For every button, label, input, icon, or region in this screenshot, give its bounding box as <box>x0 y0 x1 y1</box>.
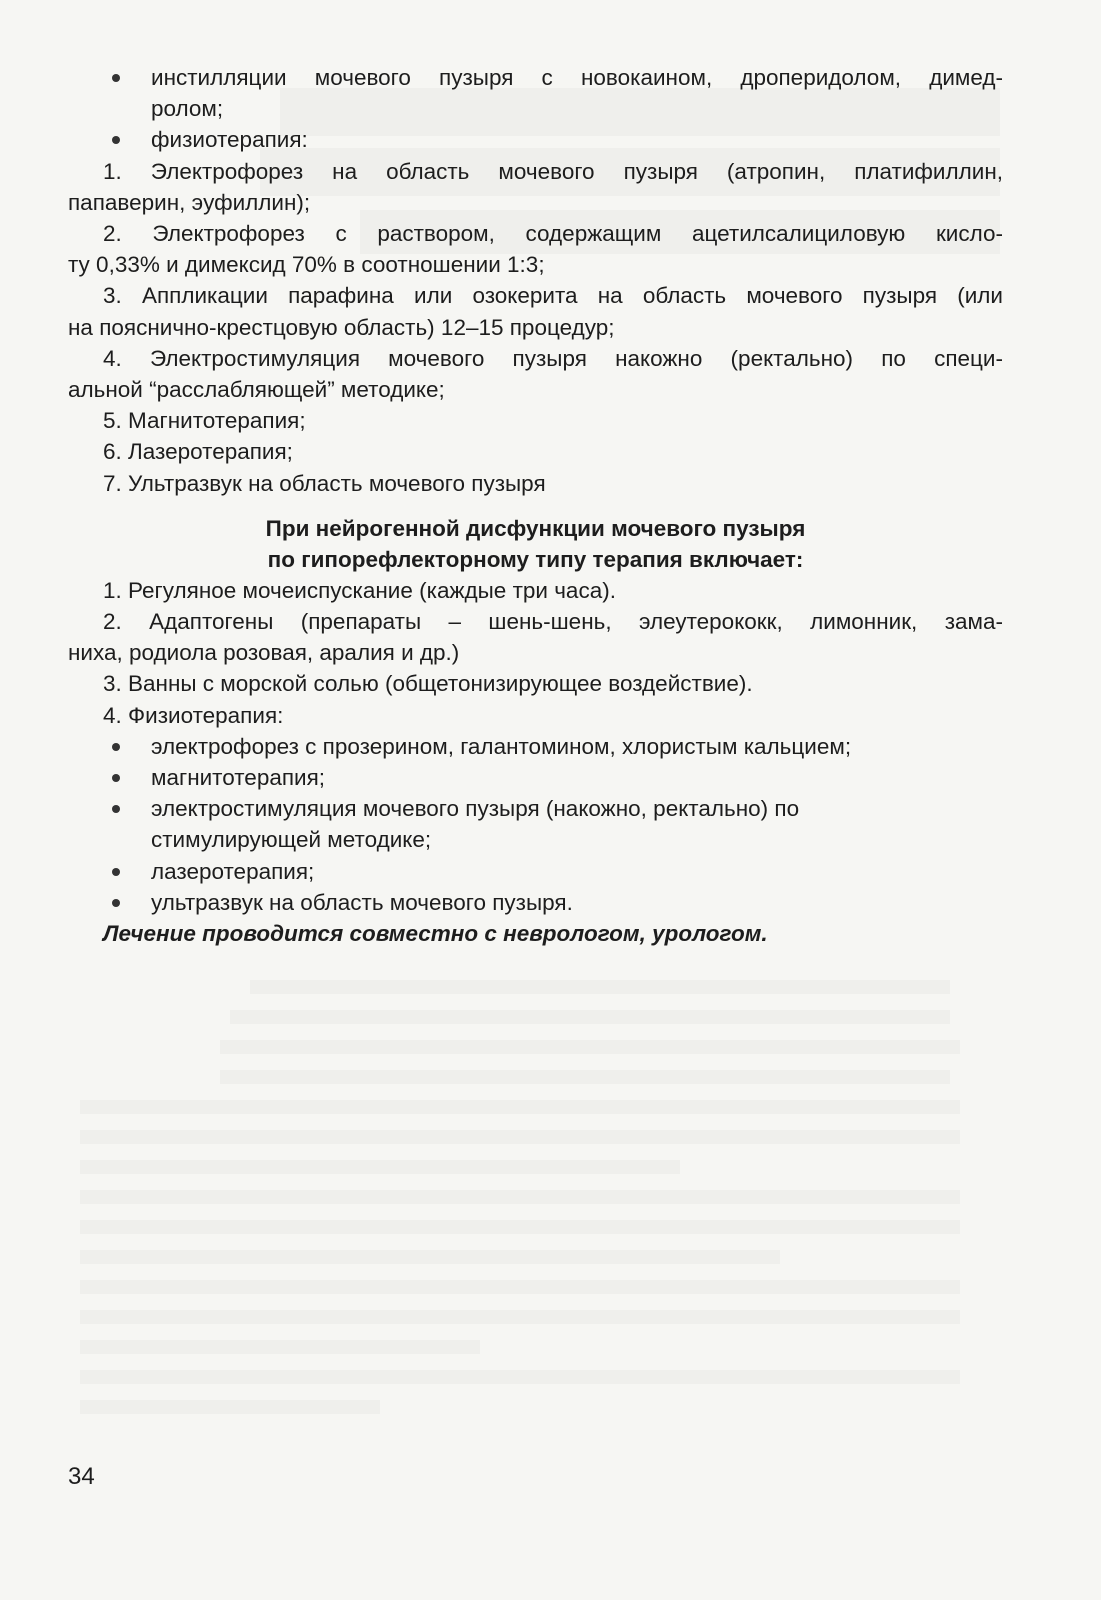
numbered-item: 5. Магнитотерапия; <box>103 408 306 434</box>
list-item <box>68 887 1003 918</box>
numbered-item: 1. Регуляное мочеиспускание (каждые три часа). <box>103 577 616 603</box>
bullet-icon <box>112 743 120 751</box>
text-line: стимулирующей методике; <box>151 827 432 853</box>
numbered-item: 7. Ультразвук на область мочевого пузыря <box>103 470 546 496</box>
numbered-item: 4. Физиотерапия: <box>103 702 284 728</box>
text-line: магнитотерапия; <box>151 765 326 791</box>
page-number: 34 <box>68 1463 95 1490</box>
list-item <box>68 62 1003 124</box>
text-line: электрофорез с прозерином, галантомином, хлористым кальцием; <box>151 733 852 759</box>
numbered-item <box>68 280 1003 342</box>
numbered-item: 6. Лазеротерапия; <box>103 439 293 465</box>
numbered-item <box>68 343 1003 405</box>
heading-line: по гипорефлекторному типу терапия включает: <box>267 546 804 572</box>
text-line: инстилляции мочевого пузыря с новокаином, дроперидолом, димед- <box>151 65 1003 90</box>
bullet-icon <box>112 899 120 907</box>
numbered-item <box>68 218 1003 280</box>
text-line: ролом; <box>151 96 224 122</box>
text-line: альной “расслабляющей” методике; <box>68 377 445 403</box>
closing-note: Лечение проводится совместно с неврологом, урологом. <box>103 921 768 947</box>
heading-line: При нейрогенной дисфункции мочевого пузыря <box>265 515 806 541</box>
text-line: ультразвук на область мочевого пузыря. <box>151 889 573 915</box>
numbered-item: 3. Ванны с морской солью (общетонизирующее воздействие). <box>103 671 753 697</box>
text-line: электростимуляция мочевого пузыря (накожно, ректально) по <box>151 796 800 822</box>
list-item <box>68 731 1003 762</box>
text-line: на пояснично-крестцовую область) 12–15 процедур; <box>68 314 615 340</box>
text-line: ниха, родиола розовая, аралия и др.) <box>68 640 460 666</box>
list-item <box>68 124 1003 155</box>
numbered-item <box>68 156 1003 218</box>
bullet-icon <box>112 774 120 782</box>
list-item <box>68 856 1003 887</box>
list-item <box>68 762 1003 793</box>
text-line: физиотерапия: <box>151 127 308 153</box>
text-line: папаверин, эуфиллин); <box>68 189 311 215</box>
text-line: 3. Аппликации парафина или озокерита на область мочевого пузыря (или <box>103 283 1003 309</box>
text-line: 4. Электростимуляция мочевого пузыря накожно (ректально) по специ- <box>103 345 1003 371</box>
text-line: ту 0,33% и димексид 70% в соотношении 1:3; <box>68 252 545 278</box>
text-line: 1. Электрофорез на область мочевого пузыря (атропин, платифиллин, <box>103 158 1003 184</box>
list-item <box>68 793 1003 855</box>
bullet-icon <box>112 805 120 813</box>
bullet-icon <box>112 868 120 876</box>
text-line: лазеротерапия; <box>151 858 315 884</box>
section-heading <box>68 513 1003 575</box>
bullet-icon <box>112 74 120 82</box>
text-line: 2. Адаптогены (препараты – шень-шень, элеутерококк, лимонник, зама- <box>103 609 1003 635</box>
page-text <box>68 62 1003 949</box>
numbered-item <box>68 606 1003 668</box>
text-line: 2. Электрофорез с раствором, содержащим ацетилсалициловую кисло- <box>103 221 1003 247</box>
bullet-icon <box>112 136 120 144</box>
